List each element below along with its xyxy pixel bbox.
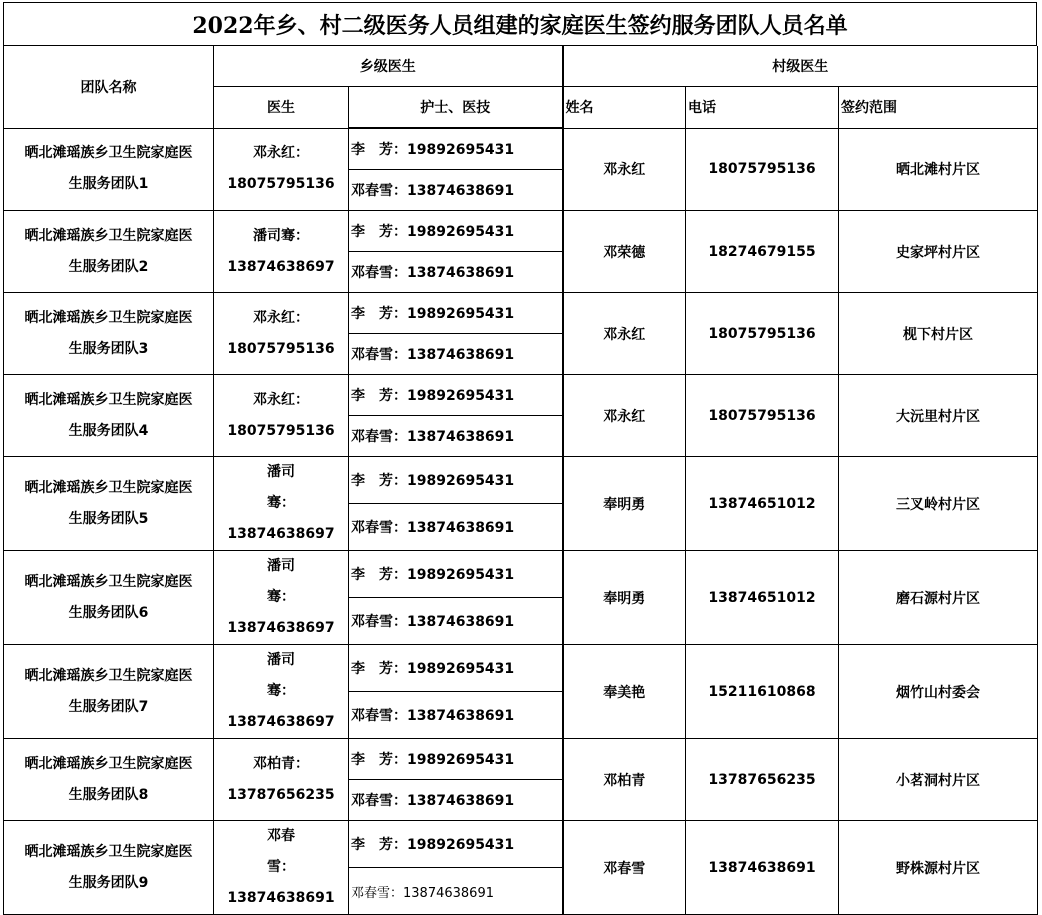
village-doctor-phone: 18075795136 — [686, 293, 839, 375]
team-row — [4, 211, 1038, 252]
team-name-cell — [4, 645, 214, 739]
village-doctor-phone: 13874638691 — [686, 821, 839, 915]
village-doctor-name: 邓春雪 — [563, 821, 686, 915]
team-row — [4, 739, 1038, 780]
nurse-entry-2: 邓春雪：13874638691 — [349, 780, 563, 821]
township-doctor-line1: 潘司 — [267, 652, 295, 668]
township-doctor-line1: 邓柏青： — [253, 755, 309, 772]
team-name-line1: 晒北滩瑶族乡卫生院家庭医 — [24, 755, 193, 772]
nurse-entry-1: 李 芳：19892695431 — [349, 551, 563, 598]
team-name-line1: 晒北滩瑶族乡卫生院家庭医 — [24, 843, 193, 860]
village-doctor-name: 奉美艳 — [563, 645, 686, 739]
team-name-line1: 晒北滩瑶族乡卫生院家庭医 — [24, 573, 193, 590]
township-doctor-line2: 骞：13874638697 — [227, 683, 335, 730]
township-doctor-cell — [214, 211, 349, 293]
nurse-entry-2: 邓春雪：13874638691 — [349, 334, 563, 375]
township-doctor-line2: 18075795136 — [227, 176, 335, 193]
header-phone: 电话 — [686, 87, 839, 129]
team-row — [4, 551, 1038, 598]
header-team: 团队名称 — [4, 46, 214, 128]
team-name-cell — [4, 551, 214, 645]
team-name-cell — [4, 739, 214, 821]
service-scope: 磨石源村片区 — [839, 551, 1038, 645]
township-doctor-cell — [214, 375, 349, 457]
township-doctor-cell — [214, 293, 349, 375]
team-name-line2: 生服务团队2 — [68, 258, 149, 275]
nurse-entry-1: 李 芳：19892695431 — [349, 375, 563, 416]
township-doctor-line1: 潘司 — [267, 464, 295, 480]
township-doctor-line2: 18075795136 — [227, 422, 335, 439]
team-row — [4, 645, 1038, 692]
nurse-entry-2: 邓春雪：13874638691 — [349, 252, 563, 293]
nurse-entry-1: 李 芳：19892695431 — [349, 211, 563, 252]
village-doctor-phone: 15211610868 — [686, 645, 839, 739]
village-doctor-name: 邓永红 — [563, 293, 686, 375]
nurse-entry-1: 李 芳：19892695431 — [349, 821, 563, 868]
nurse-entry-2: 邓春雪：13874638691 — [349, 416, 563, 457]
service-scope: 烟竹山村委会 — [839, 645, 1038, 739]
village-doctor-phone: 18075795136 — [686, 375, 839, 457]
nurse-entry-2: 邓春雪：13874638691 — [349, 170, 563, 211]
township-doctor-line2: 18075795136 — [227, 340, 335, 357]
village-doctor-name: 邓永红 — [563, 375, 686, 457]
township-doctor-line2: 骞：13874638697 — [227, 495, 335, 542]
service-scope: 野株源村片区 — [839, 821, 1038, 915]
team-name-cell — [4, 293, 214, 375]
team-name-line1: 晒北滩瑶族乡卫生院家庭医 — [24, 479, 193, 496]
header-nurse: 护士、医技 — [349, 87, 563, 129]
township-doctor-line1: 潘司 — [267, 558, 295, 574]
team-name-line2: 生服务团队8 — [68, 786, 149, 803]
village-doctor-name: 邓永红 — [563, 128, 686, 211]
township-doctor-cell — [214, 128, 349, 211]
header-scope: 签约范围 — [839, 87, 1038, 129]
header-township: 乡级医生 — [214, 46, 563, 87]
team-name-cell — [4, 457, 214, 551]
roster-sheet — [3, 2, 1037, 915]
team-name-line1: 晒北滩瑶族乡卫生院家庭医 — [24, 391, 193, 408]
team-row — [4, 128, 1038, 170]
township-doctor-line2: 13874638697 — [227, 258, 335, 275]
village-doctor-phone: 13874651012 — [686, 457, 839, 551]
township-doctor-cell — [214, 551, 349, 645]
township-doctor-cell — [214, 739, 349, 821]
team-name-line2: 生服务团队5 — [68, 510, 149, 527]
village-doctor-name: 奉明勇 — [563, 457, 686, 551]
township-doctor-line2: 雪：13874638691 — [227, 859, 335, 906]
township-doctor-line1: 邓春 — [267, 828, 295, 844]
team-name-line2: 生服务团队7 — [68, 698, 149, 715]
service-scope: 晒北滩村片区 — [839, 128, 1038, 211]
township-doctor-line2: 13787656235 — [227, 786, 335, 803]
nurse-entry-1: 李 芳：19892695431 — [349, 645, 563, 692]
nurse-entry-2: 邓春雪：13874638691 — [349, 504, 563, 551]
header-doctor: 医生 — [214, 87, 349, 129]
service-scope: 史家坪村片区 — [839, 211, 1038, 293]
township-doctor-line1: 邓永红： — [253, 391, 309, 408]
team-name-cell — [4, 128, 214, 211]
header-row-1 — [4, 46, 1038, 87]
team-name-line2: 生服务团队3 — [68, 340, 149, 357]
service-scope: 大沅里村片区 — [839, 375, 1038, 457]
nurse-entry-1: 李 芳：19892695431 — [349, 128, 563, 170]
team-name-line2: 生服务团队1 — [68, 176, 149, 193]
township-doctor-cell — [214, 457, 349, 551]
team-name-line2: 生服务团队9 — [68, 874, 149, 891]
header-name: 姓名 — [563, 87, 686, 129]
township-doctor-line1: 潘司骞： — [253, 227, 309, 244]
team-name-line1: 晒北滩瑶族乡卫生院家庭医 — [24, 667, 193, 684]
team-row — [4, 457, 1038, 504]
township-doctor-line1: 邓永红： — [253, 309, 309, 326]
header-village: 村级医生 — [563, 46, 1038, 87]
team-name-line1: 晒北滩瑶族乡卫生院家庭医 — [24, 309, 193, 326]
village-doctor-phone: 18075795136 — [686, 128, 839, 211]
roster-table — [3, 46, 1038, 915]
team-name-cell — [4, 821, 214, 915]
team-name-cell — [4, 211, 214, 293]
team-name-line1: 晒北滩瑶族乡卫生院家庭医 — [24, 227, 193, 244]
team-row — [4, 821, 1038, 868]
nurse-entry-2: 邓春雪：13874638691 — [349, 692, 563, 739]
township-doctor-cell — [214, 821, 349, 915]
nurse-entry-1: 李 芳：19892695431 — [349, 293, 563, 334]
nurse-entry-1: 李 芳：19892695431 — [349, 457, 563, 504]
team-name-line2: 生服务团队4 — [68, 422, 149, 439]
service-scope: 小茗洞村片区 — [839, 739, 1038, 821]
village-doctor-phone: 13787656235 — [686, 739, 839, 821]
village-doctor-name: 奉明勇 — [563, 551, 686, 645]
nurse-entry-1: 李 芳：19892695431 — [349, 739, 563, 780]
team-row — [4, 293, 1038, 334]
township-doctor-line2: 骞：13874638697 — [227, 589, 335, 636]
village-doctor-phone: 18274679155 — [686, 211, 839, 293]
team-name-line1: 晒北滩瑶族乡卫生院家庭医 — [24, 145, 193, 162]
sheet-title: 2022年乡、村二级医务人员组建的家庭医生签约服务团队人员名单 — [3, 2, 1037, 46]
village-doctor-phone: 13874651012 — [686, 551, 839, 645]
team-name-cell — [4, 375, 214, 457]
village-doctor-name: 邓柏青 — [563, 739, 686, 821]
nurse-entry-2: 邓春雪：13874638691 — [349, 868, 563, 915]
service-scope: 三叉岭村片区 — [839, 457, 1038, 551]
team-name-line2: 生服务团队6 — [68, 604, 149, 621]
township-doctor-line1: 邓永红： — [253, 145, 309, 162]
nurse-entry-2: 邓春雪：13874638691 — [349, 598, 563, 645]
township-doctor-cell — [214, 645, 349, 739]
service-scope: 枧下村片区 — [839, 293, 1038, 375]
team-row — [4, 375, 1038, 416]
village-doctor-name: 邓荣德 — [563, 211, 686, 293]
